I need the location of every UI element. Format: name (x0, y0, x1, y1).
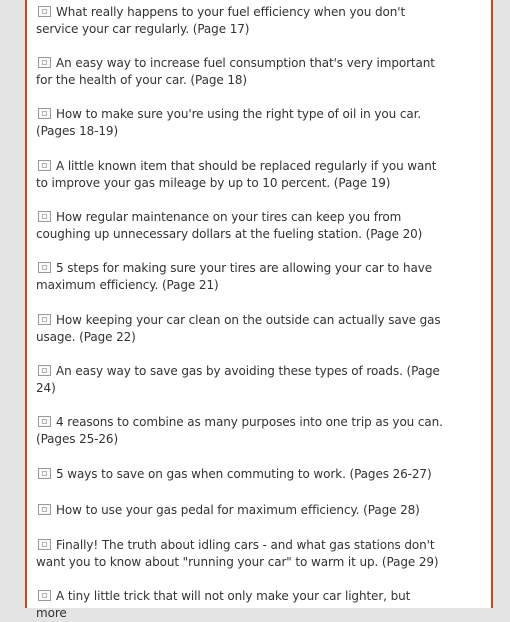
list-item-text: An easy way to increase fuel consumption that's very important for the health of your car. (Page 18) (36, 56, 435, 87)
list-item-text: A little known item that should be replaced regularly if you want to improve your gas mileage by up to 10 percent. (Page 19) (36, 159, 437, 190)
list-item-text: How to use your gas pedal for maximum efficiency. (Page 28) (56, 503, 420, 517)
checkbox-icon (38, 416, 51, 427)
checkbox-icon (38, 108, 51, 119)
left-margin (0, 0, 25, 600)
list-item (36, 466, 444, 483)
checkbox-icon (38, 590, 51, 601)
list-item (36, 260, 444, 294)
list-item (36, 106, 444, 140)
right-margin (497, 0, 510, 600)
list-item (36, 414, 444, 448)
list-item (36, 537, 444, 571)
list-item-text: 5 steps for making sure your tires are allowing your car to have maximum efficiency. (Page 21) (36, 261, 433, 292)
list-item-text: Finally! The truth about idling cars - and what gas stations don't want you to know about "running your car" to warm it up. (Page 29) (36, 538, 439, 569)
checkbox-icon (38, 314, 51, 325)
checkbox-icon (38, 211, 51, 222)
list-item (36, 312, 444, 346)
list-item (36, 588, 444, 622)
checkbox-icon (38, 6, 51, 17)
checkbox-icon (38, 160, 51, 171)
list-item (36, 55, 444, 89)
checkbox-icon (38, 57, 51, 68)
list-item-text: How regular maintenance on your tires can keep you from coughing up unnecessary dollars at the fueling station. (Page 20) (36, 210, 423, 241)
list-item-text: How to make sure you're using the right type of oil in you car. (Pages 18-19) (36, 107, 422, 138)
list-item (36, 209, 444, 243)
list-item-text: 5 ways to save on gas when commuting to work. (Pages 26-27) (56, 467, 432, 481)
list-item (36, 363, 444, 397)
list-item-text: An easy way to save gas by avoiding these types of roads. (Page 24) (36, 364, 440, 395)
checkbox-icon (38, 365, 51, 376)
checkbox-icon (38, 504, 51, 515)
list-item (36, 502, 444, 519)
checkbox-icon (38, 539, 51, 550)
list-item-text: A tiny little trick that will not only make your car lighter, but more (36, 589, 411, 620)
list-item-text: 4 reasons to combine as many purposes into one trip as you can. (Pages 25-26) (36, 415, 443, 446)
list-item (36, 158, 444, 192)
list-item-text: What really happens to your fuel efficiency when you don't service your car regularly. (Page 17) (36, 5, 406, 36)
list-item (36, 4, 444, 38)
checkbox-icon (38, 468, 51, 479)
list-item-text: How keeping your car clean on the outside can actually save gas usage. (Page 22) (36, 313, 441, 344)
checkbox-icon (38, 262, 51, 273)
